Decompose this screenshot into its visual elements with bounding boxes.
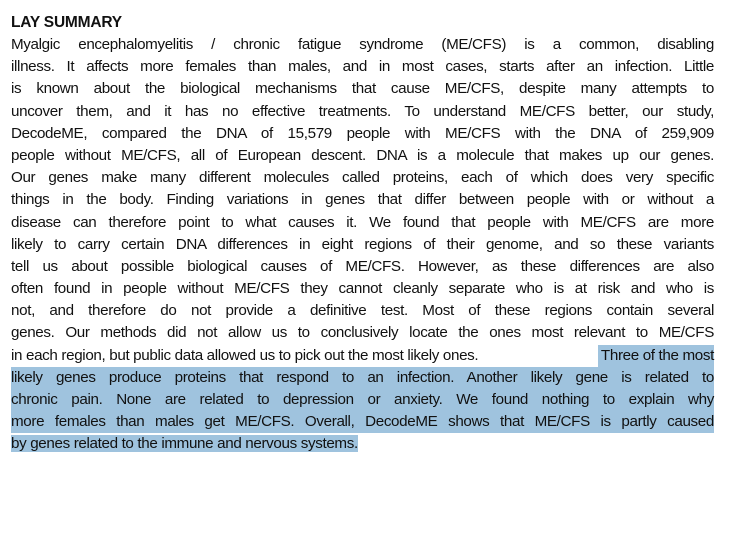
body-line-2[interactable]: illness. It affects more females than males, and in most cases, starts after an infection. Little (11, 58, 714, 76)
selected-text-start[interactable]: Three of the most (598, 345, 714, 367)
body-line-11[interactable]: tell us about possible biological causes of ME/CFS. However, as these differences are also (11, 257, 714, 275)
section-heading: LAY SUMMARY (11, 14, 122, 31)
body-line-15[interactable] (11, 345, 714, 367)
body-line-13[interactable]: not, and therefore do not provide a definitive test. Most of these regions contain several (11, 302, 714, 320)
selected-line-16[interactable]: likely genes produce proteins that respond to an infection. Another likely gene is related to (11, 367, 714, 389)
selected-text-end[interactable]: by genes related to the immune and nervous systems. (11, 435, 358, 453)
body-line-19[interactable] (11, 433, 714, 455)
selected-line-17[interactable]: chronic pain. None are related to depression or anxiety. We found nothing to explain why (11, 389, 714, 411)
body-line-15-plain: in each region, but public data allowed us to pick out the most likely ones. (11, 346, 479, 364)
body-line-4[interactable]: uncover them, and it has no effective treatments. To understand ME/CFS better, our study, (11, 102, 714, 120)
lay-summary-document (11, 12, 714, 456)
body-line-5[interactable]: DecodeME, compared the DNA of 15,579 people with ME/CFS with the DNA of 259,909 (11, 124, 714, 142)
body-line-1[interactable]: Myalgic encephalomyelitis / chronic fatigue syndrome (ME/CFS) is a common, disabling (11, 36, 714, 53)
body-line-8[interactable]: things in the body. Finding variations in genes that differ between people with or without a (11, 191, 714, 209)
body-line-14[interactable]: genes. Our methods did not allow us to conclusively locate the ones most relevant to ME/CFS (11, 324, 714, 342)
body-line-12[interactable]: often found in people without ME/CFS they cannot cleanly separate who is at risk and who is (11, 280, 714, 298)
body-line-6[interactable]: people without ME/CFS, all of European descent. DNA is a molecule that makes up our genes. (11, 146, 714, 164)
body-line-7[interactable]: Our genes make many different molecules called proteins, each of which does very specific (11, 169, 714, 187)
body-line-10[interactable]: likely to carry certain DNA differences in eight regions of their genome, and so these variants (11, 235, 714, 253)
body-line-3[interactable]: is known about the biological mechanisms that cause ME/CFS, despite many attempts to (11, 80, 714, 98)
selected-line-18[interactable]: more females than males get ME/CFS. Overall, DecodeME shows that ME/CFS is partly caused (11, 411, 714, 433)
body-line-9[interactable]: disease can therefore point to what causes it. We found that people with ME/CFS are more (11, 213, 714, 231)
